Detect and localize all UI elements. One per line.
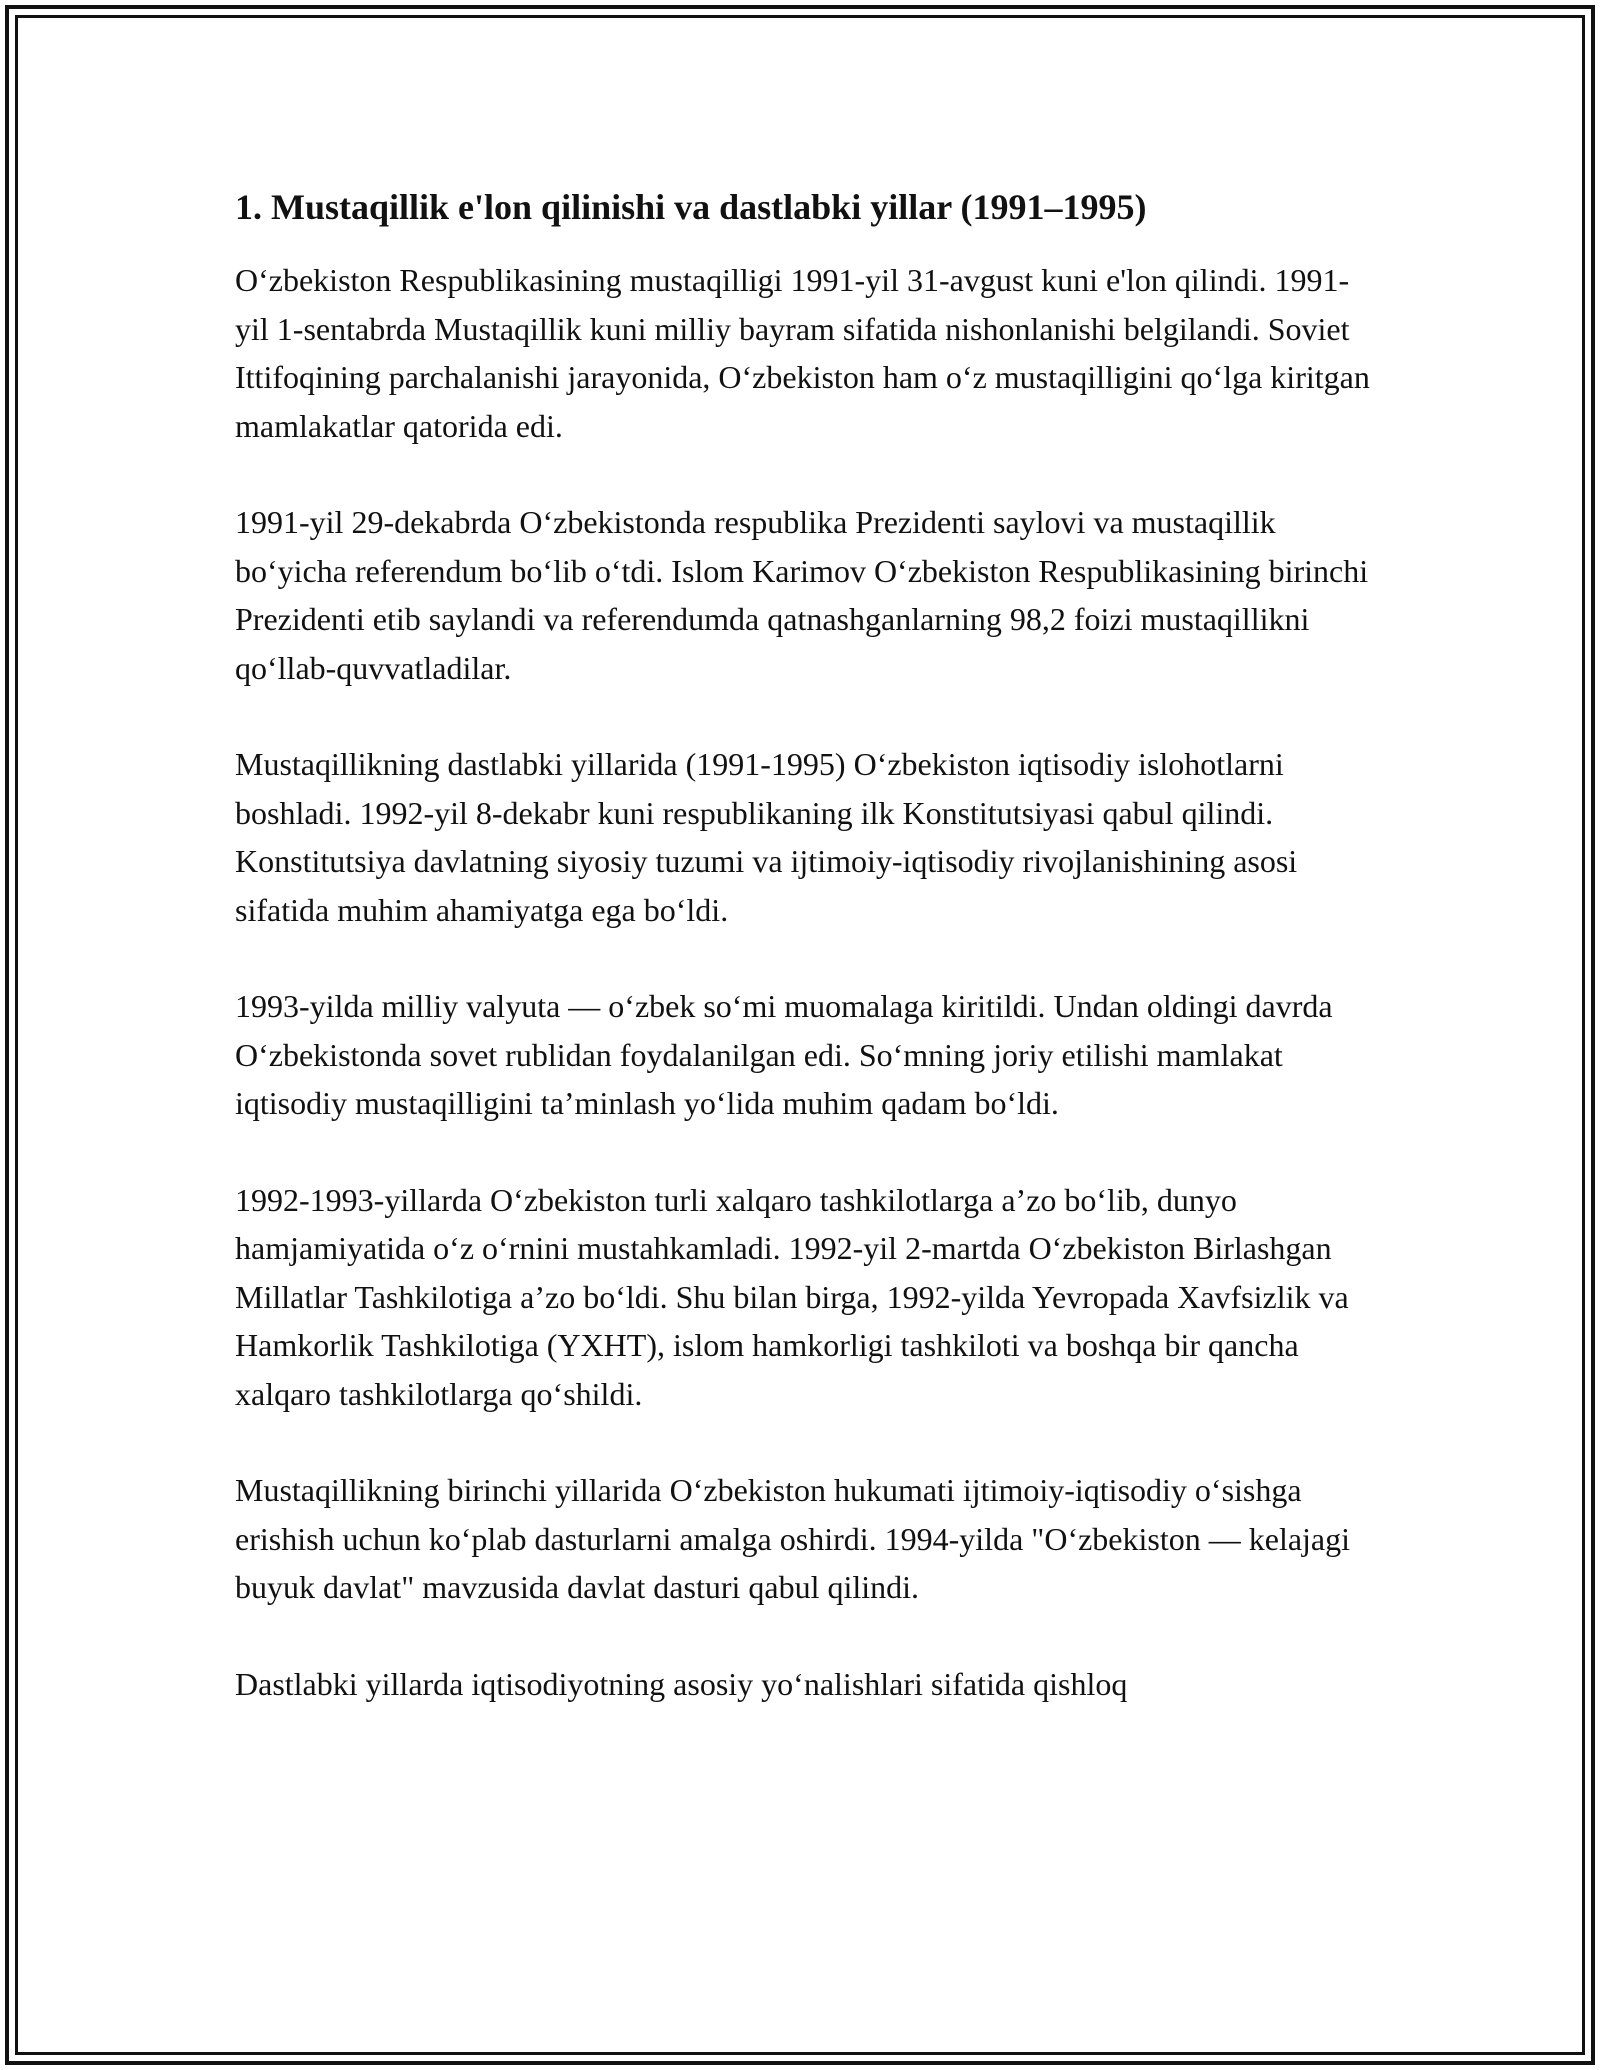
paragraph-referendum: 1991-yil 29-dekabrda O‘zbekistonda respublika Prezidenti saylovi va mustaqillik bo‘yicha referendum bo‘lib o‘tdi. Islom Karimov O‘zbekiston Respublikasining birinchi Prezidenti etib saylandi va referendumda qatnashganlarning 98,2 foizi mustaqillikni qo‘llab-quvvatladilar. <box>235 504 1369 686</box>
paragraph-state-programs: Mustaqillikning birinchi yillarida O‘zbekiston hukumati ijtimoiy-iqtisodiy o‘sishga erishish uchun ko‘plab dasturlarni amalga oshirdi. 1994-yilda "O‘zbekiston — kelajagi buyuk davlat" mavzusida davlat dasturi qabul qilindi. <box>235 1472 1351 1605</box>
paragraph-international-organizations: 1992-1993-yillarda O‘zbekiston turli xalqaro tashkilotlarga a’zo bo‘lib, dunyo hamjamiyatida o‘z o‘rnini mustahkamladi. 1992-yil 2-martda O‘zbekiston Birlashgan Millatlar Tashkilotiga a’zo bo‘ldi. Shu bilan birga, 1992-yilda Yevropada Xavfsizlik va Hamkorlik Tashkilotiga (YXHT), islom hamkorligi tashkiloti va boshqa bir qancha xalqaro tashkilotlarga qo‘shildi. <box>235 1181 1349 1412</box>
paragraph-economy-directions: Dastlabki yillarda iqtisodiyotning asosiy yo‘nalishlari sifatida qishloq <box>235 1665 1128 1702</box>
paragraph-national-currency: 1993-yilda milliy valyuta — o‘zbek so‘mi muomalaga kiritildi. Undan oldingi davrda O‘zbekistonda sovet rublidan foydalanilgan edi. So‘mning joriy etilishi mamlakat iqtisodiy mustaqilligini ta’minlash yo‘lida muhim qadam bo‘ldi. <box>235 988 1333 1121</box>
paragraph-independence-declared: O‘zbekiston Respublikasining mustaqilligi 1991-yil 31-avgust kuni e'lon qilindi. 1991-yil 1-sentabrda Mustaqillik kuni milliy bayram sifatida nishonlanishi belgilandi. Soviet Ittifoqining parchalanishi jarayonida, O‘zbekiston ham o‘z mustaqilligini qo‘lga kiritgan mamlakatlar qatorida edi. <box>235 262 1370 444</box>
paragraph-constitution: Mustaqillikning dastlabki yillarida (1991-1995) O‘zbekiston iqtisodiy islohotlarni boshladi. 1992-yil 8-dekabr kuni respublikaning ilk Konstitutsiyasi qabul qilindi. Konstitutsiya davlatning siyosiy tuzumi va ijtimoiy-iqtisodiy rivojlanishining asosi sifatida muhim ahamiyatga ega bo‘ldi. <box>235 746 1298 928</box>
document-body <box>235 185 1375 1756</box>
section-heading: 1. Mustaqillik e'lon qilinishi va dastlabki yillar (1991–1995) <box>235 187 1147 227</box>
